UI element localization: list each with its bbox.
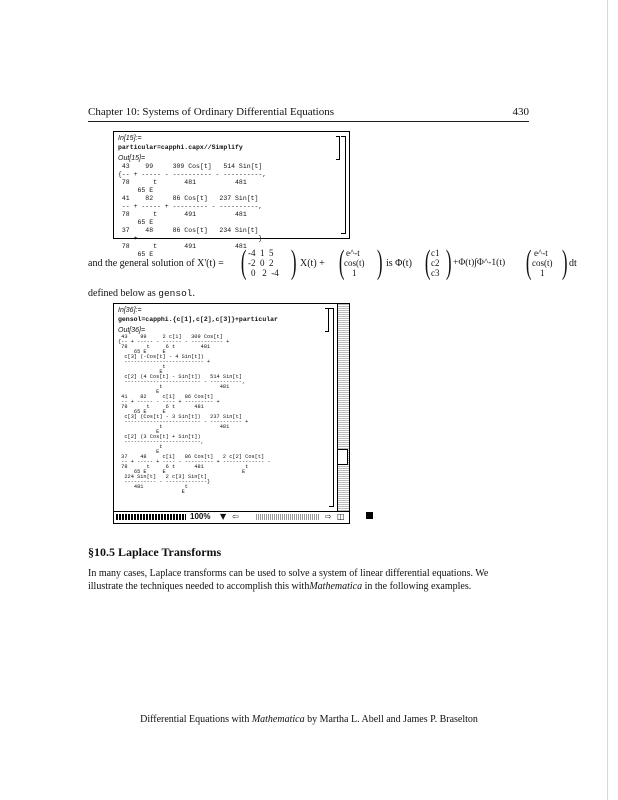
right-paren: ) <box>290 244 297 281</box>
page-number: 430 <box>512 106 529 118</box>
output-line: t <box>118 444 163 450</box>
zoom-dropdown-arrow-icon[interactable]: ▼ <box>220 512 227 521</box>
output-line: ------------------------, <box>118 439 204 445</box>
output-line: t <box>118 364 166 370</box>
matrix-row-2: -2 0 2 <box>248 258 274 268</box>
scroll-left-icon[interactable]: ⇦ <box>232 512 239 521</box>
end-of-example-square <box>366 512 373 519</box>
cell-content <box>118 306 327 509</box>
status-pattern <box>116 514 186 520</box>
output-line: ------------------------- + <box>118 359 211 365</box>
input-bracket[interactable] <box>325 308 329 332</box>
output-line: t 481 <box>118 384 230 390</box>
output-line: 41 82 86 Cos[t] 237 Sin[t] <box>118 195 259 202</box>
dt-text: dt <box>569 258 577 269</box>
output-line: 78 t 6 t 481 <box>118 404 204 410</box>
constant-1: c1 <box>431 248 440 258</box>
integrand-2: cos(t) <box>532 258 553 268</box>
output-label: Out[36]= <box>118 327 146 334</box>
input-label: In[36]:= <box>118 307 142 314</box>
input-command[interactable]: particular=capphi.capx//Simplify <box>118 144 243 151</box>
chapter-title: Chapter 10: Systems of Ordinary Differential Equations <box>88 106 335 118</box>
output-line: 65 E E <box>118 349 166 355</box>
output-line: c[2] (4 Cos[t] - Sin[t]) 514 Sin[t] <box>118 374 242 380</box>
integrand-3: 1 <box>540 268 545 278</box>
general-solution-equation: and the general solution of X'(t) = ( -4 1 5 -2 0 2 0 2 -4 ) X(t) + ( e^-t cos(t) 1 ) is Φ(t) ( c1 c2 c3 ) +Φ(t)∫Φ^-1(t) ( e^-t cos(t) 1 ) dt <box>88 244 577 281</box>
output-line: 65 E <box>118 219 154 226</box>
output-line: c[3] (-Cos[t] - 4 Sin[t]) <box>118 354 204 360</box>
output-line: ------------------------ - ---------- + <box>118 419 249 425</box>
output-line: 78 t 481 481 <box>118 179 247 186</box>
output-line: 224 Sin[t] 2 c[3] Sin[t] <box>118 474 208 480</box>
notebook-window-gensol[interactable] <box>113 303 350 524</box>
section-title: §10.5 Laplace Transforms <box>88 545 222 559</box>
header-rule <box>88 121 529 122</box>
output-line: 481 t <box>118 484 188 490</box>
output-line: -- + ----- - --------- - ----------} <box>118 235 263 242</box>
matrix-row-3: 0 2 -4 <box>251 268 279 278</box>
resize-handle-icon[interactable]: ◫ <box>337 512 345 521</box>
output-line: E <box>118 489 185 495</box>
gensol-code: gensol <box>158 288 193 299</box>
left-paren: ( <box>240 244 247 281</box>
equation-prefix: and the general solution of X'(t) = <box>88 258 224 269</box>
output-line: E <box>118 389 160 395</box>
output-line: 78 t 491 481 <box>118 211 247 218</box>
output-line: t 481 <box>118 424 230 430</box>
scroll-right-icon[interactable]: ⇨ <box>325 512 332 521</box>
output-line: c[2] (3 Cos[t] + Sin[t]) <box>118 434 201 440</box>
output-line: 78 t 6 t 481 t <box>118 464 249 470</box>
output-line: E <box>118 429 160 435</box>
input-command[interactable]: gensol=capphi.{c[1],c[2],c[3]}+particular <box>118 316 278 323</box>
matrix-row-1: -4 1 5 <box>248 248 274 258</box>
output-expression <box>118 335 327 495</box>
output-line: -- + ----- - ---- + --------- + <box>118 399 220 405</box>
output-line: ---------- - -------------} <box>118 479 211 485</box>
horizontal-scrollbar[interactable] <box>256 514 320 520</box>
output-line: 65 E E <box>118 409 166 415</box>
forcing-3: 1 <box>352 268 357 278</box>
output-line: {-- + ----- - ---------- - ----------, <box>118 171 267 178</box>
output-line: -- + ----- + ---- - --------- + ------------- - <box>118 459 271 465</box>
output-line: E <box>118 369 163 375</box>
output-line: c[3] (Cos[t] - 3 Sin[t]) 237 Sin[t] <box>118 414 242 420</box>
input-bracket[interactable] <box>336 136 340 160</box>
input-label: In[15]:= <box>118 135 142 142</box>
output-line: 78 t 6 t 481 <box>118 344 211 350</box>
output-line: {-- + ----- - ------ - ---------- + <box>118 339 230 345</box>
is-text: is Φ(t) <box>386 258 412 269</box>
output-line: -- + ----- + --------- - ----------, <box>118 203 263 210</box>
plus-integral-text: +Φ(t)∫Φ^-1(t) <box>453 258 506 268</box>
output-line: 37 48 c[1] 86 Cos[t] 2 c[2] Cos[t] <box>118 454 265 460</box>
output-line: 37 48 86 Cos[t] 234 Sin[t] <box>118 227 259 234</box>
constant-2: c2 <box>431 258 440 268</box>
output-line: 65 E <box>118 251 154 258</box>
page-footer: Differential Equations with Mathematica by Martha L. Abell and James P. Braselton <box>140 714 478 725</box>
running-header <box>88 106 529 120</box>
output-line: E <box>118 449 160 455</box>
cell-bracket[interactable] <box>341 136 346 234</box>
status-bar <box>114 511 349 523</box>
forcing-2: cos(t) <box>344 258 365 268</box>
output-line: ------------------------ - ----------, <box>118 379 246 385</box>
vertical-scrollbar[interactable] <box>337 304 349 511</box>
equation-mid: X(t) + <box>300 258 325 269</box>
integrand-1: e^-t <box>534 248 548 258</box>
constant-3: c3 <box>431 268 440 278</box>
output-line: 78 t 491 481 <box>118 243 247 250</box>
defined-text: defined below as gensol. <box>88 288 195 299</box>
output-line: 41 82 c[1] 86 Cos[t] <box>118 394 214 400</box>
output-line: 43 99 309 Cos[t] 514 Sin[t] <box>118 163 263 170</box>
cell-bracket[interactable] <box>329 308 334 507</box>
output-label: Out[15]= <box>118 155 146 162</box>
body-paragraph: In many cases, Laplace transforms can be used to solve a system of linear differential equations. We illustrate the techniques needed to accomplish this withMathematica in the following examples. <box>88 568 489 592</box>
page-edge-rule <box>607 0 608 800</box>
output-line: 65 E E E <box>118 469 246 475</box>
output-line: 43 99 2 c[1] 309 Cos[t] <box>118 334 223 340</box>
output-line: 65 E <box>118 187 154 194</box>
forcing-1: e^-t <box>346 248 360 258</box>
zoom-level[interactable]: 100% <box>190 512 211 521</box>
scrollbar-thumb[interactable] <box>337 449 348 465</box>
